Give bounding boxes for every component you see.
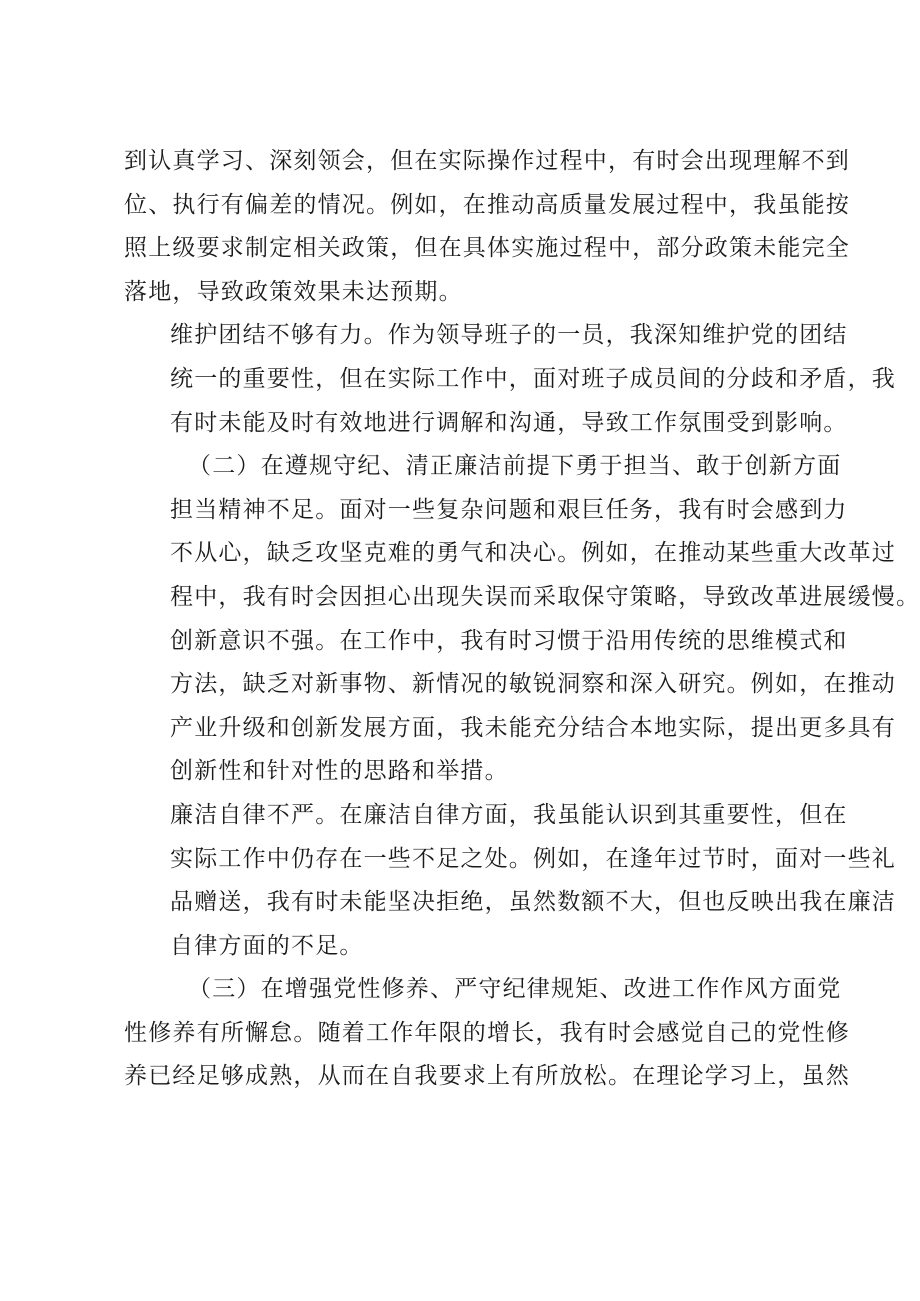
text-line: 有时未能及时有效地进行调解和沟通，导致工作氛围受到影响。 <box>170 409 848 436</box>
text-line: 自律方面的不足。 <box>170 932 364 959</box>
section-heading-3 <box>124 968 850 1099</box>
text-line: 落地，导致政策效果未达预期。 <box>124 278 463 305</box>
text-line: （三）在增强党性修养、严守纪律规矩、改进工作作风方面党 <box>188 976 842 1003</box>
text-line: 养已经足够成熟，从而在自我要求上有所放松。在理论学习上，虽然 <box>124 1063 850 1090</box>
text-line: 程中，我有时会因担心出现失误而采取保守策略，导致改革进展缓慢。 <box>170 583 920 610</box>
text-line: 廉洁自律不严。在廉洁自律方面，我虽能认识到其重要性，但在 <box>170 801 848 828</box>
text-line: 担当精神不足。面对一些复杂问题和艰巨任务，我有时会感到力 <box>170 496 848 523</box>
text-line: 不从心，缺乏攻坚克难的勇气和决心。例如，在推动某些重大改革过 <box>170 540 896 567</box>
section-heading-2 <box>124 445 842 489</box>
paragraph-responsibility <box>124 489 920 620</box>
document-body <box>124 140 920 1099</box>
text-line: 统一的重要性，但在实际工作中，面对班子成员间的分歧和矛盾，我 <box>170 365 896 392</box>
paragraph-unity <box>124 314 896 445</box>
text-line: 位、执行有偏差的情况。例如，在推动高质量发展过程中，我虽能按 <box>124 191 850 218</box>
text-line: 产业升级和创新发展方面，我未能充分结合本地实际，提出更多具有 <box>170 714 896 741</box>
text-line: 方法，缺乏对新事物、新情况的敏锐洞察和深入研究。例如，在推动 <box>170 671 896 698</box>
paragraph-innovation <box>124 620 896 794</box>
text-line: 实际工作中仍存在一些不足之处。例如，在逢年过节时，面对一些礼 <box>170 845 896 872</box>
text-line: 照上级要求制定相关政策，但在具体实施过程中，部分政策未能完全 <box>124 235 850 262</box>
text-line: 创新意识不强。在工作中，我有时习惯于沿用传统的思维模式和 <box>170 627 848 654</box>
text-line: 创新性和针对性的思路和举措。 <box>170 758 509 785</box>
paragraph-integrity <box>124 794 896 968</box>
text-line: 性修养有所懈怠。随着工作年限的增长，我有时会感觉自己的党性修 <box>124 1019 850 1046</box>
text-line: 品赠送，我有时未能坚决拒绝，虽然数额不大，但也反映出我在廉洁 <box>170 889 896 916</box>
text-line: 维护团结不够有力。作为领导班子的一员，我深知维护党的团结 <box>170 322 848 349</box>
paragraph-continuation <box>124 140 850 314</box>
text-line: 到认真学习、深刻领会，但在实际操作过程中，有时会出现理解不到 <box>124 148 850 174</box>
text-line: （二）在遵规守纪、清正廉洁前提下勇于担当、敢于创新方面 <box>188 453 842 480</box>
